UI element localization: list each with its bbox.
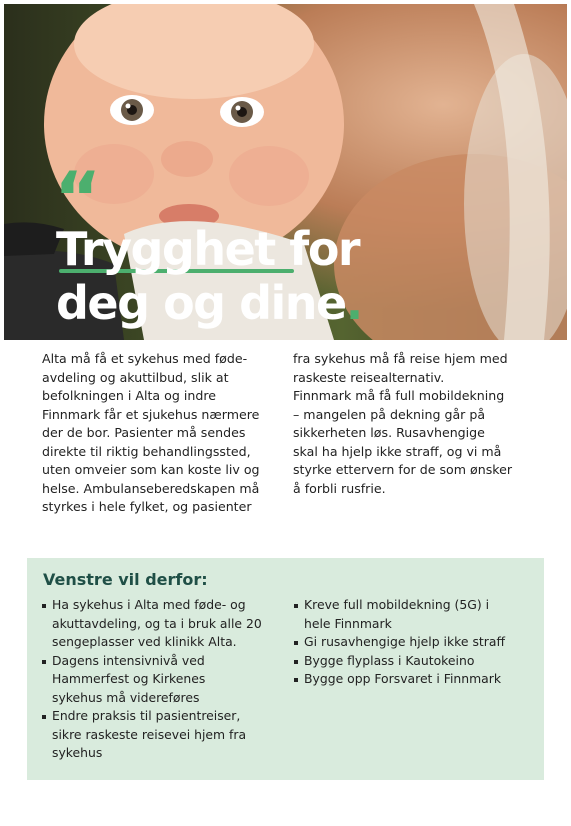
- quote-mark: “: [54, 156, 96, 240]
- article-right-column: [293, 350, 538, 498]
- policy-item-line: Endre praksis til pasientreiser,: [52, 708, 241, 723]
- article-line: sikkerheten løs. Rusavhengige: [293, 425, 485, 440]
- article-line: helse. Ambulanseberedskapen må: [42, 480, 260, 496]
- policy-item-line: Gi rusavhengige hjelp ikke straff: [304, 634, 505, 649]
- policy-item-line: Kreve full mobildekning (5G) i: [304, 597, 490, 612]
- article-line: styrkes i hele fylket, og pasienter: [42, 499, 252, 514]
- policy-item-line: Hammerfest og Kirkenes: [52, 671, 206, 686]
- policy-list-item: [41, 707, 291, 763]
- article-line: skal ha hjelp ikke straff, og vi må: [293, 443, 502, 459]
- policy-item-line: sengeplasser ved klinikk Alta.: [52, 634, 237, 649]
- policy-item-line: sykehus: [52, 745, 103, 760]
- policy-list-item: [293, 652, 533, 671]
- policy-item-line: akuttavdeling, og ta i bruk alle 20: [52, 615, 262, 631]
- article-line: befolkningen i Alta og indre: [42, 388, 216, 403]
- headline-line: deg og dine.: [56, 276, 362, 330]
- article-left-column: [42, 350, 282, 517]
- policy-box: [27, 558, 544, 780]
- policy-item-line: sykehus må videreføres: [52, 689, 200, 705]
- policy-item-line: sikre raskeste reisevei hjem fra: [52, 726, 247, 742]
- article-line: styrke ettervern for de som ønsker: [293, 462, 513, 477]
- policy-box-title: Venstre vil derfor:: [43, 570, 208, 589]
- headline-line: Trygghet for: [56, 222, 360, 276]
- article-line: avdeling og akuttilbud, slik at: [42, 369, 229, 385]
- article-line: Finnmark må få full mobildekning: [293, 388, 505, 403]
- article-line: – mangelen på dekning går på: [293, 406, 486, 422]
- headline: [56, 222, 476, 330]
- hero-image: [4, 4, 567, 340]
- policy-list-item: [293, 633, 533, 652]
- policy-item-line: Ha sykehus i Alta med føde- og: [52, 597, 246, 612]
- policy-list-item: [293, 670, 533, 689]
- policy-item-line: Bygge opp Forsvaret i Finnmark: [304, 671, 502, 686]
- policy-item-line: Bygge flyplass i Kautokeino: [304, 652, 475, 668]
- article-line: uten omveier som kan koste liv og: [42, 462, 260, 477]
- article-line: direkte til riktig behandlingssted,: [42, 443, 251, 459]
- headline-end-mark: .: [345, 276, 362, 330]
- policy-list-item: [41, 652, 291, 708]
- policy-list-item: [41, 596, 291, 652]
- policy-item-line: hele Finnmark: [304, 615, 392, 631]
- policy-list-left: [41, 596, 291, 763]
- policy-item-line: Dagens intensivnivå ved: [52, 652, 205, 668]
- article-line: fra sykehus må få reise hjem med: [293, 351, 508, 366]
- article-line: å forbli rusfrie.: [293, 480, 386, 496]
- policy-list-right: [293, 596, 533, 689]
- article-line: Alta må få et sykehus med føde-: [42, 351, 248, 366]
- policy-list-item: [293, 596, 533, 633]
- article-line: der de bor. Pasienter må sendes: [42, 425, 246, 440]
- article-line: Finnmark får et sjukehus nærmere: [42, 406, 260, 422]
- article-line: raskeste reisealternativ.: [293, 369, 445, 385]
